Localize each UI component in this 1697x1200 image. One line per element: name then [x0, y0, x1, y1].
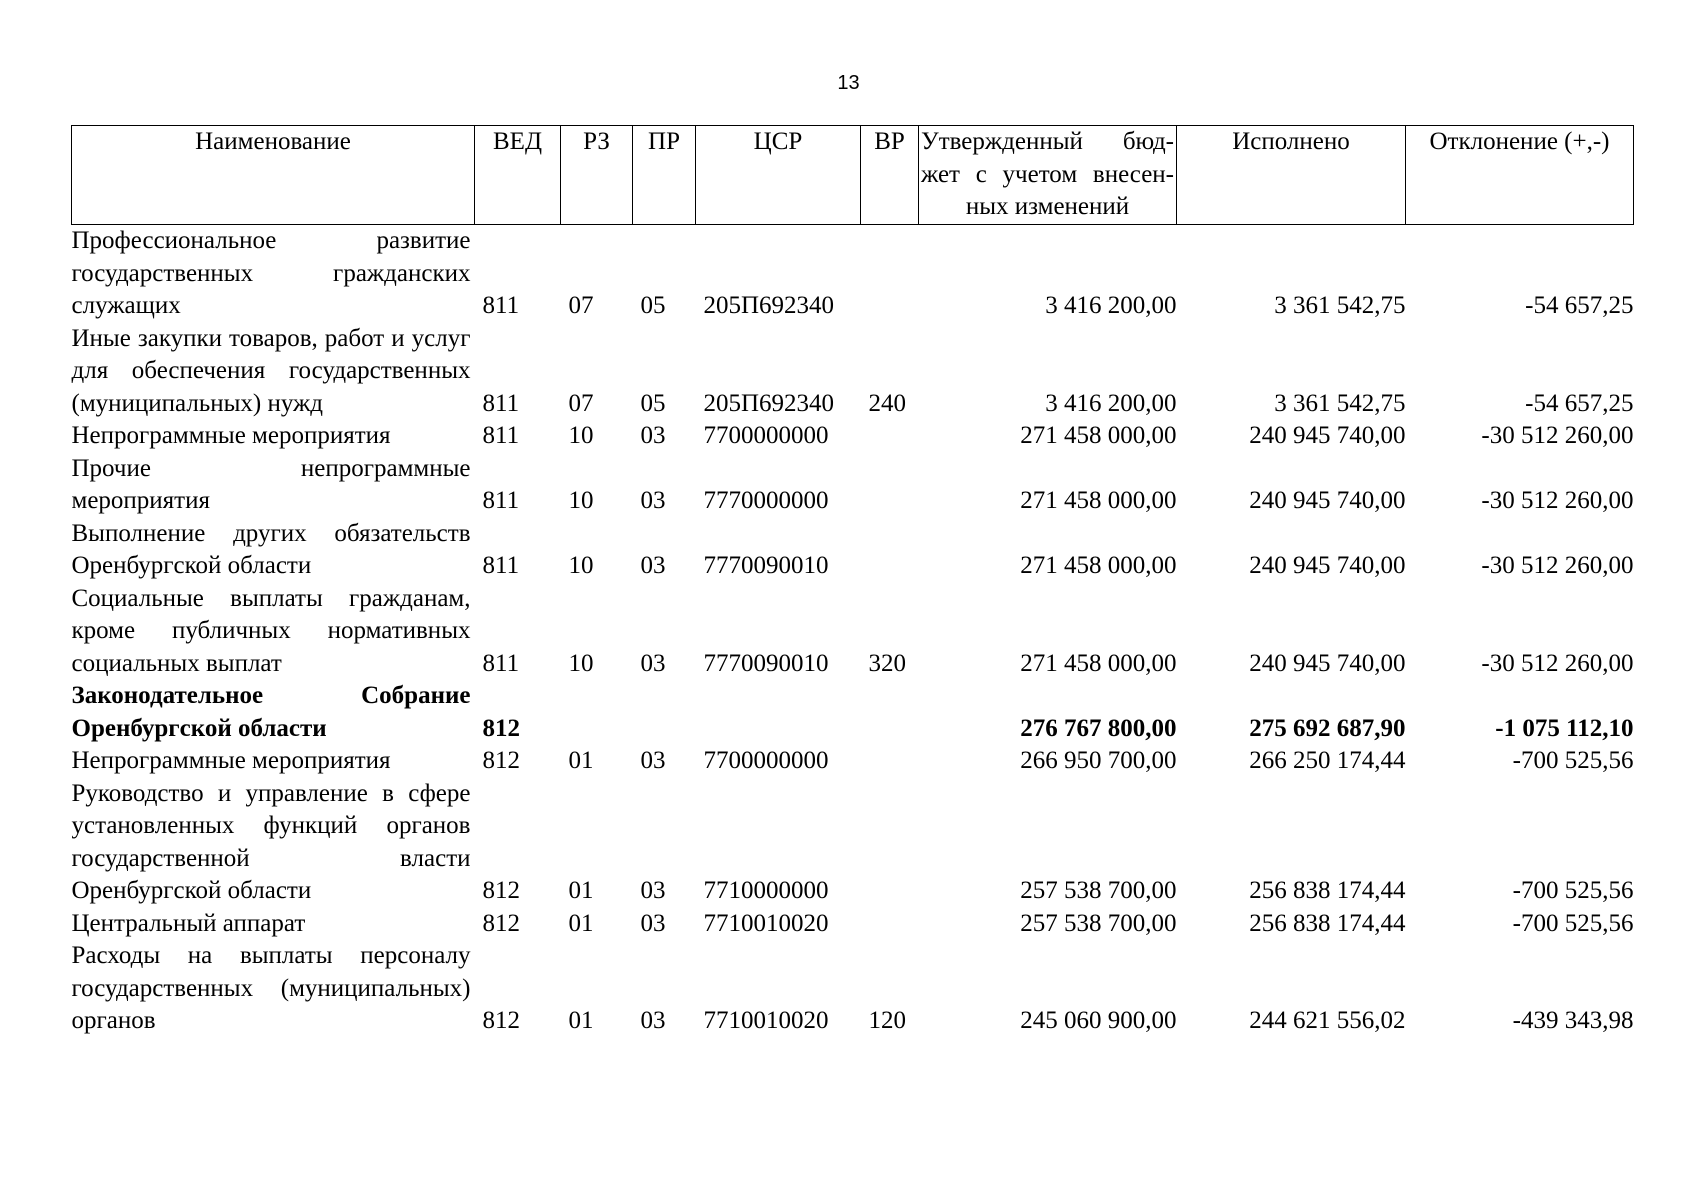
- cell-csr: 7770090010: [703, 552, 829, 579]
- table-row: [72, 225, 1634, 323]
- cell-csr: 205П692340: [703, 292, 835, 319]
- cell-executed: 256 838 174,44: [1249, 909, 1406, 937]
- cell-approved-budget: 257 538 700,00: [1020, 909, 1177, 937]
- cell-vr: [861, 745, 919, 778]
- cell-pr: 03: [640, 909, 666, 937]
- cell-name: Центральный аппарат: [71, 909, 306, 937]
- page-number: 13: [837, 72, 860, 94]
- cell-pr: 03: [640, 877, 666, 904]
- header-csr: ЦСР: [696, 126, 861, 225]
- cell-ved: 812: [482, 877, 520, 904]
- cell-ved: 812: [482, 714, 520, 742]
- cell-csr: 7770090010: [703, 649, 829, 677]
- cell-name: Социальные выплаты гражданам, кроме публичных нормативных социальных выплат: [71, 584, 471, 677]
- cell-approved-budget: 271 458 000,00: [1020, 422, 1177, 449]
- cell-deviation: -30 512 260,00: [1481, 487, 1634, 514]
- cell-vr: [861, 453, 919, 518]
- cell-name: Профессиональное развитие государственных гражданских служащих: [71, 227, 471, 319]
- budget-table: [71, 125, 1634, 1038]
- table-row: [72, 908, 1634, 941]
- cell-deviation: -30 512 260,00: [1481, 649, 1634, 677]
- cell-approved-budget: 271 458 000,00: [1020, 552, 1177, 579]
- cell-name: Расходы на выплаты персоналу государственных (муниципальных) органов: [71, 942, 471, 1034]
- cell-ved: 811: [482, 292, 520, 319]
- cell-csr: 7710010020: [703, 1007, 829, 1034]
- table-row: [72, 518, 1634, 583]
- cell-rz: 07: [568, 292, 594, 319]
- table-row: [72, 745, 1634, 778]
- cell-pr: 03: [640, 487, 666, 514]
- cell-vr: 320: [868, 649, 906, 677]
- cell-executed: 3 361 542,75: [1274, 292, 1406, 319]
- cell-pr: 03: [640, 422, 666, 449]
- cell-rz: 10: [568, 649, 594, 677]
- table-row: [72, 420, 1634, 453]
- cell-executed: 240 945 740,00: [1249, 649, 1406, 677]
- cell-vr: 240: [868, 389, 906, 417]
- cell-csr: 7770000000: [703, 487, 829, 514]
- cell-deviation: -30 512 260,00: [1481, 422, 1634, 449]
- cell-rz: 10: [568, 552, 594, 579]
- cell-deviation: -439 343,98: [1512, 1007, 1634, 1034]
- cell-ved: 811: [482, 649, 520, 677]
- cell-approved-budget: 271 458 000,00: [1020, 649, 1177, 677]
- cell-approved-budget: 271 458 000,00: [1020, 487, 1177, 514]
- cell-rz: 01: [568, 1007, 594, 1034]
- cell-vr: [861, 518, 919, 583]
- cell-pr: 03: [640, 747, 666, 774]
- cell-ved: 811: [482, 552, 520, 579]
- cell-vr: [861, 778, 919, 908]
- cell-executed: 240 945 740,00: [1249, 422, 1406, 449]
- cell-ved: 812: [482, 909, 520, 937]
- cell-pr: 05: [640, 292, 666, 319]
- cell-name: Руководство и управление в сфере установленных функций органов государственной власти Оренбургской области: [71, 779, 471, 904]
- table-row: [72, 940, 1634, 1038]
- cell-approved-budget: 245 060 900,00: [1020, 1007, 1177, 1034]
- cell-approved-budget: 257 538 700,00: [1020, 877, 1177, 904]
- table-row: [72, 778, 1634, 908]
- cell-deviation: -54 657,25: [1525, 389, 1634, 417]
- cell-deviation: -54 657,25: [1525, 292, 1634, 319]
- cell-vr: [861, 420, 919, 453]
- cell-csr: 7710000000: [703, 877, 829, 904]
- cell-rz: 01: [568, 747, 594, 774]
- header-ved: ВЕД: [475, 126, 561, 225]
- table-row: [72, 323, 1634, 421]
- cell-executed: 275 692 687,90: [1249, 714, 1406, 742]
- cell-executed: 266 250 174,44: [1249, 747, 1406, 774]
- cell-executed: 240 945 740,00: [1249, 552, 1406, 579]
- header-executed: Исполнено: [1177, 126, 1406, 225]
- cell-name: Законодательное Собрание Оренбургской области: [71, 682, 471, 742]
- cell-rz: 07: [568, 389, 594, 417]
- header-vr: ВР: [861, 126, 919, 225]
- cell-approved-budget: 276 767 800,00: [1020, 714, 1177, 742]
- table-header: [72, 126, 1634, 225]
- cell-rz: 01: [568, 909, 594, 937]
- cell-rz: 10: [568, 422, 594, 449]
- cell-vr: 120: [868, 1007, 906, 1034]
- header-rz: РЗ: [561, 126, 633, 225]
- cell-pr: [633, 680, 696, 745]
- cell-approved-budget: 3 416 200,00: [1045, 292, 1177, 319]
- cell-vr: [861, 225, 919, 323]
- header-name: Наименование: [72, 126, 475, 225]
- table-row: [72, 453, 1634, 518]
- cell-ved: 812: [482, 747, 520, 774]
- cell-ved: 812: [482, 1007, 520, 1034]
- cell-vr: [861, 908, 919, 941]
- cell-executed: 240 945 740,00: [1249, 487, 1406, 514]
- cell-deviation: -1 075 112,10: [1495, 714, 1634, 742]
- cell-approved-budget: 266 950 700,00: [1020, 747, 1177, 774]
- cell-ved: 811: [482, 422, 520, 449]
- header-deviation: Отклонение (+,-): [1406, 126, 1634, 225]
- header-pr: ПР: [633, 126, 696, 225]
- header-approved-budget: Утвержденный бюд-жет с учетом внесен-ных изменений: [919, 126, 1177, 225]
- table-row: [72, 680, 1634, 745]
- cell-pr: 05: [640, 389, 666, 417]
- cell-csr: 205П692340: [703, 389, 835, 417]
- cell-deviation: -700 525,56: [1512, 909, 1634, 937]
- cell-name: Иные закупки товаров, работ и услуг для обеспечения государственных (муниципальных) нужд: [71, 324, 471, 417]
- cell-name: Выполнение других обязательств Оренбургской области: [71, 519, 471, 579]
- cell-executed: 256 838 174,44: [1249, 877, 1406, 904]
- cell-name: Непрограммные мероприятия: [71, 422, 391, 449]
- cell-executed: 244 621 556,02: [1249, 1007, 1406, 1034]
- cell-deviation: -30 512 260,00: [1481, 552, 1634, 579]
- cell-deviation: -700 525,56: [1512, 747, 1634, 774]
- table-row: [72, 583, 1634, 681]
- cell-rz: 01: [568, 877, 594, 904]
- cell-pr: 03: [640, 649, 666, 677]
- cell-approved-budget: 3 416 200,00: [1045, 389, 1177, 417]
- cell-csr: 7710010020: [703, 909, 829, 937]
- cell-name: Непрограммные мероприятия: [71, 747, 391, 774]
- cell-ved: 811: [482, 389, 520, 417]
- table-body: [72, 225, 1634, 1038]
- cell-deviation: -700 525,56: [1512, 877, 1634, 904]
- cell-executed: 3 361 542,75: [1274, 389, 1406, 417]
- cell-rz: 10: [568, 487, 594, 514]
- cell-name: Прочие непрограммные мероприятия: [71, 454, 471, 514]
- cell-csr: 7700000000: [703, 747, 829, 774]
- cell-csr: 7700000000: [703, 422, 829, 449]
- cell-pr: 03: [640, 1007, 666, 1034]
- cell-pr: 03: [640, 552, 666, 579]
- cell-vr: [861, 680, 919, 745]
- cell-rz: [561, 680, 633, 745]
- cell-ved: 811: [482, 487, 520, 514]
- cell-csr: [696, 680, 861, 745]
